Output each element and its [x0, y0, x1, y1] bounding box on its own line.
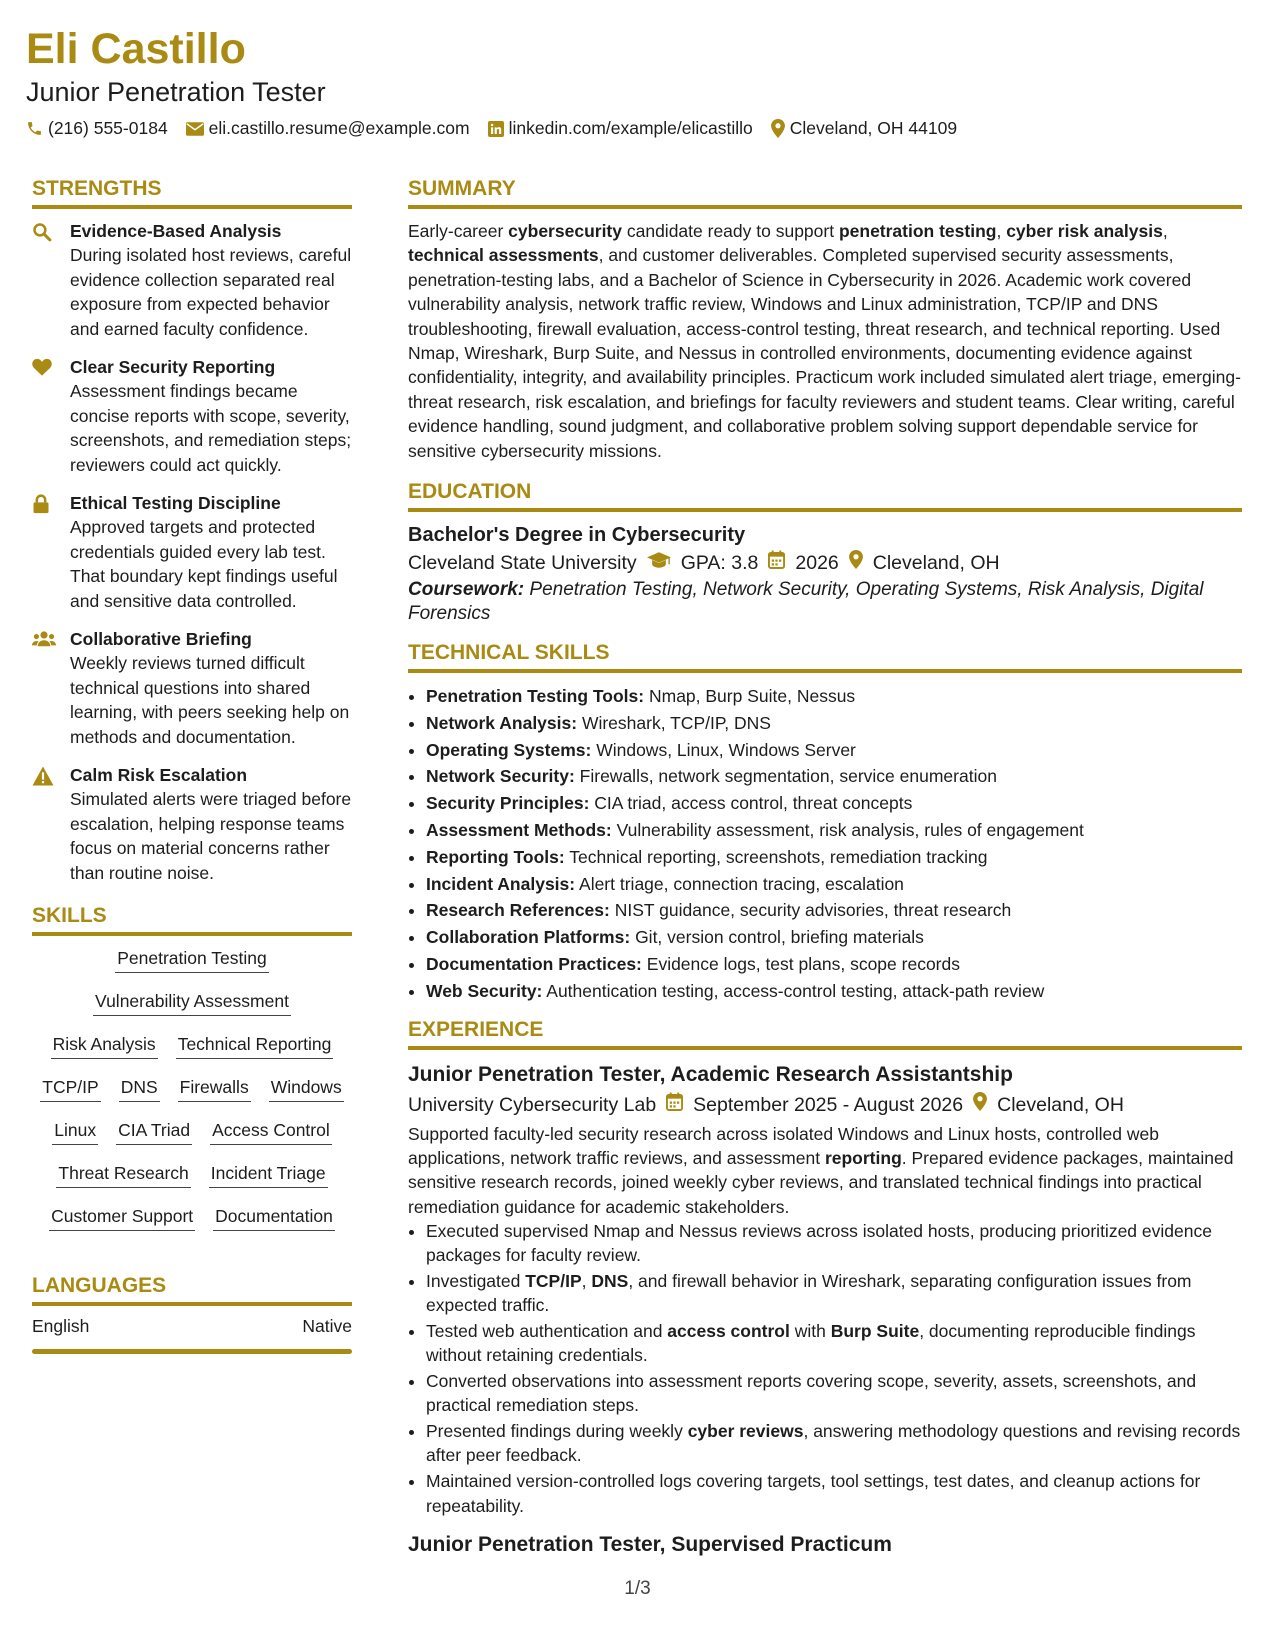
tech-skill-value: Wireshark, TCP/IP, DNS: [581, 712, 771, 733]
language-level-bar: [32, 1349, 352, 1354]
tech-skill-label: Research References:: [426, 900, 610, 921]
contact-bar: [26, 118, 1256, 139]
skill-tag: Risk Analysis: [51, 1034, 158, 1059]
skills-heading: SKILLS: [32, 904, 107, 927]
contact-email[interactable]: [186, 118, 470, 139]
skill-tag: Firewalls: [178, 1077, 251, 1102]
text-run: ,: [581, 1270, 592, 1291]
calendar-icon: [666, 1090, 683, 1120]
tech-skill-value: Git, version control, briefing materials: [635, 927, 924, 948]
skill-tag: Windows: [269, 1077, 344, 1102]
skills-cloud: [32, 946, 352, 1231]
text-run: Presented findings during weekly: [426, 1421, 688, 1442]
tech-skill-label: Security Principles:: [426, 793, 590, 814]
skill-tag: Customer Support: [49, 1206, 195, 1231]
text-run: , documenting reproducible findings without retaining credentials.: [426, 1321, 1196, 1366]
section-divider: [408, 669, 1242, 673]
magnifier-icon: [32, 219, 70, 341]
text-run: ,: [1162, 221, 1168, 241]
strength-item: [32, 491, 352, 613]
strength-title: Collaborative Briefing: [70, 629, 252, 649]
job-bullets: [408, 1219, 1242, 1518]
language-row: [32, 1316, 352, 1337]
tech-skill-item: [426, 897, 1242, 924]
section-divider: [408, 508, 1242, 512]
strength-title: Clear Security Reporting: [70, 357, 276, 377]
tech-skill-label: Operating Systems:: [426, 739, 592, 760]
section-divider: [32, 205, 352, 209]
emphasis-text: cyber risk analysis: [1006, 221, 1163, 241]
tech-skill-item: [426, 978, 1242, 1005]
text-run: Supported faculty-led security research across isolated Windows and Linux hosts, controlled web applications, network traffic reviews, and assessment: [408, 1123, 1159, 1168]
contact-email-text: eli.castillo.resume@example.com: [208, 118, 470, 138]
tech-skill-label: Web Security:: [426, 980, 543, 1001]
warning-icon: [32, 763, 70, 885]
strength-title: Calm Risk Escalation: [70, 765, 248, 785]
section-divider: [32, 932, 352, 936]
emphasis-text: cyber reviews: [687, 1421, 804, 1442]
coursework: [408, 578, 1242, 626]
contact-phone-text: (216) 555-0184: [48, 118, 168, 138]
map-pin-icon: [973, 1090, 987, 1120]
envelope-icon: [186, 122, 204, 136]
right-column: [408, 176, 1242, 1560]
emphasis-text: cybersecurity: [508, 221, 622, 241]
tech-skill-value: Firewalls, network segmentation, service enumeration: [579, 766, 997, 787]
text-run: Tested web authentication and: [426, 1321, 668, 1341]
tech-skill-value: Windows, Linux, Windows Server: [596, 739, 856, 760]
skill-tag: Linux: [52, 1120, 98, 1145]
tech-skill-item: [426, 951, 1242, 978]
tech-skill-value: Evidence logs, test plans, scope records: [646, 954, 960, 975]
job-title: Junior Penetration Tester, Academic Research Assistantship: [408, 1062, 1013, 1086]
text-run: , and customer deliverables. Completed supervised security assessments, penetration-testing labs, and a Bachelor of Science in Cybersecurity in 2026. Academic work covered vulnerability analysis, network traffic review, Windows and Linux administration, TCP/IP and DNS troubleshooting, firewall evaluation, access-control testing, threat research, and technical reporting. Used Nmap, Wireshark, Burp Suite, and Nessus in controlled environments, documenting evidence against confidentiality, integrity, and availability principles. Practicum work included simulated alert triage, emerging-threat research, risk escalation, and briefings for faculty reviewers and student teams. Clear writing, careful evidence handling, sound judgment, and collaborative problem solving support dependable service for sensitive cybersecurity missions.: [408, 245, 1241, 461]
school-name: Cleveland State University: [408, 552, 637, 575]
job-title: Junior Penetration Tester, Supervised Practicum: [408, 1532, 892, 1556]
text-run: Early-career: [408, 221, 509, 241]
tech-skill-label: Penetration Testing Tools:: [426, 686, 645, 707]
technical-skills-heading: TECHNICAL SKILLS: [408, 641, 610, 665]
strength-text: Assessment findings became concise reports with scope, severity, screenshots, and remediation steps; reviewers could act quickly.: [70, 381, 352, 475]
job-bullet: [426, 1269, 1242, 1318]
text-run: Executed supervised Nmap and Nessus reviews across isolated hosts, producing prioritized evidence packages for faculty review.: [426, 1220, 1212, 1266]
strength-title: Ethical Testing Discipline: [70, 493, 281, 513]
job-description: [408, 1122, 1242, 1219]
contact-linkedin-text: linkedin.com/example/elicastillo: [508, 118, 753, 138]
job-meta: [408, 1090, 1242, 1120]
tech-skill-label: Incident Analysis:: [426, 873, 576, 894]
tech-skill-item: [426, 871, 1242, 898]
skill-tag: Technical Reporting: [176, 1034, 334, 1059]
tech-skill-value: Nmap, Burp Suite, Nessus: [648, 686, 856, 707]
tech-skill-item: [426, 737, 1242, 764]
emphasis-text: Burp Suite: [830, 1321, 920, 1341]
resume-header: [26, 22, 1256, 139]
education-meta: [408, 548, 1242, 578]
languages-heading: LANGUAGES: [32, 1274, 167, 1297]
tech-skill-value: NIST guidance, security advisories, threat research: [614, 900, 1012, 921]
lock-icon: [32, 491, 70, 613]
text-run: with: [789, 1321, 831, 1341]
tech-skill-item: [426, 763, 1242, 790]
strengths-heading: STRENGTHS: [32, 177, 162, 200]
emphasis-text: penetration testing: [838, 221, 997, 241]
text-run: . Prepared evidence packages, maintained sensitive research records, joined weekly cyber reviews, and translated technical findings into practical remediation guidance for academic stakeholders.: [408, 1147, 1234, 1217]
text-run: , answering methodology questions and revising records after peer feedback.: [426, 1421, 1241, 1466]
tech-skill-value: Vulnerability assessment, risk analysis, rules of engagement: [616, 820, 1084, 841]
skill-tag: DNS: [119, 1077, 160, 1102]
strength-title: Evidence-Based Analysis: [70, 221, 282, 241]
contact-location: [771, 118, 957, 139]
phone-icon: [26, 120, 43, 137]
linkedin-icon: [488, 121, 504, 137]
tech-skill-item: [426, 844, 1242, 871]
text-run: Investigated: [426, 1270, 526, 1291]
tech-skill-item: [426, 790, 1242, 817]
tech-skill-label: Assessment Methods:: [426, 820, 612, 841]
language-name: English: [32, 1316, 90, 1336]
job-org: University Cybersecurity Lab: [408, 1093, 657, 1116]
gpa-text: GPA: 3.8: [680, 552, 759, 575]
skill-tag: Threat Research: [56, 1163, 190, 1188]
tech-skill-item: [426, 683, 1242, 710]
skill-tag: Documentation: [213, 1206, 335, 1231]
text-run: Converted observations into assessment reports covering scope, severity, assets, screenshots, and practical remediation steps.: [426, 1371, 1197, 1416]
coursework-label: Coursework:: [408, 579, 525, 601]
tech-skill-label: Network Security:: [426, 766, 575, 787]
tech-skill-item: [426, 924, 1242, 951]
job-dates: September 2025 - August 2026: [693, 1093, 964, 1116]
skill-tag: CIA Triad: [116, 1120, 192, 1145]
experience-heading: EXPERIENCE: [408, 1017, 544, 1041]
job-bullet: [426, 1319, 1242, 1368]
technical-skills-list: [408, 683, 1242, 1005]
skill-tag: Vulnerability Assessment: [93, 991, 291, 1016]
section-divider: [408, 1046, 1242, 1050]
candidate-role: Junior Penetration Tester: [26, 77, 326, 107]
summary-text: [408, 219, 1242, 463]
page-number: 1/3: [624, 1578, 651, 1599]
tech-skill-label: Network Analysis:: [426, 712, 578, 733]
job-bullet: [426, 1219, 1242, 1268]
coursework-list: Penetration Testing, Network Security, Operating Systems, Risk Analysis, Digital Forensics: [408, 579, 1204, 625]
job-bullet: [426, 1369, 1242, 1418]
section-divider: [32, 1302, 352, 1306]
emphasis-text: TCP/IP: [525, 1270, 582, 1291]
job-bullet: [426, 1419, 1242, 1468]
strength-item: [32, 763, 352, 885]
calendar-icon: [768, 548, 785, 578]
tech-skill-label: Collaboration Platforms:: [426, 927, 631, 948]
strength-item: [32, 219, 352, 341]
emphasis-text: access control: [667, 1321, 790, 1341]
strength-item: [32, 627, 352, 749]
education-heading: EDUCATION: [408, 480, 532, 504]
tech-skill-label: Documentation Practices:: [426, 954, 642, 975]
emphasis-text: DNS: [591, 1270, 629, 1291]
job-location: Cleveland, OH: [997, 1093, 1124, 1116]
tech-skill-item: [426, 710, 1242, 737]
map-pin-icon: [771, 119, 785, 138]
tech-skill-value: Technical reporting, screenshots, remediation tracking: [569, 846, 988, 867]
graduation-year: 2026: [795, 552, 839, 575]
map-pin-icon: [849, 548, 863, 578]
emphasis-text: technical assessments: [408, 245, 599, 266]
heart-icon: [32, 355, 70, 477]
strength-item: [32, 355, 352, 477]
job-bullet: [426, 1469, 1242, 1518]
tech-skill-label: Reporting Tools:: [426, 846, 565, 867]
section-divider: [408, 205, 1242, 209]
tech-skill-value: CIA triad, access control, threat concepts: [594, 793, 913, 814]
users-icon: [32, 627, 70, 749]
tech-skill-value: Authentication testing, access-control testing, attack-path review: [546, 980, 1045, 1001]
school-location: Cleveland, OH: [872, 552, 1000, 575]
graduation-cap-icon: [647, 548, 671, 578]
emphasis-text: reporting: [824, 1147, 902, 1168]
skill-tag: Penetration Testing: [115, 948, 269, 973]
degree-title: Bachelor's Degree in Cybersecurity: [408, 524, 746, 547]
contact-linkedin[interactable]: [488, 118, 753, 139]
contact-phone: [26, 118, 168, 139]
tech-skill-item: [426, 817, 1242, 844]
text-run: ,: [996, 221, 1007, 241]
strength-text: Simulated alerts were triaged before escalation, helping response teams focus on material concerns rather than routine noise.: [70, 789, 352, 883]
strength-text: Weekly reviews turned difficult technical questions into shared learning, with peers seeking help on methods and documentation.: [70, 653, 350, 747]
left-column: [32, 176, 352, 1354]
skill-tag: Incident Triage: [209, 1163, 328, 1188]
contact-location-text: Cleveland, OH 44109: [789, 118, 958, 138]
summary-heading: SUMMARY: [408, 177, 516, 200]
skill-tag: Access Control: [210, 1120, 332, 1145]
text-run: Maintained version-controlled logs covering targets, tool settings, test dates, and cleanup actions for repeatability.: [426, 1471, 1201, 1516]
skill-tag: TCP/IP: [40, 1077, 100, 1102]
language-level: Native: [302, 1316, 352, 1336]
text-run: , and firewall behavior in Wireshark, separating configuration issues from expected traffic.: [426, 1270, 1192, 1316]
text-run: candidate ready to support: [622, 221, 839, 241]
strength-text: Approved targets and protected credentials guided every lab test. That boundary kept findings useful and sensitive data controlled.: [70, 517, 338, 611]
tech-skill-value: Alert triage, connection tracing, escalation: [579, 873, 904, 894]
candidate-name: Eli Castillo: [26, 25, 246, 73]
strength-text: During isolated host reviews, careful evidence collection separated real exposure from expected behavior and earned faculty confidence.: [70, 245, 352, 339]
